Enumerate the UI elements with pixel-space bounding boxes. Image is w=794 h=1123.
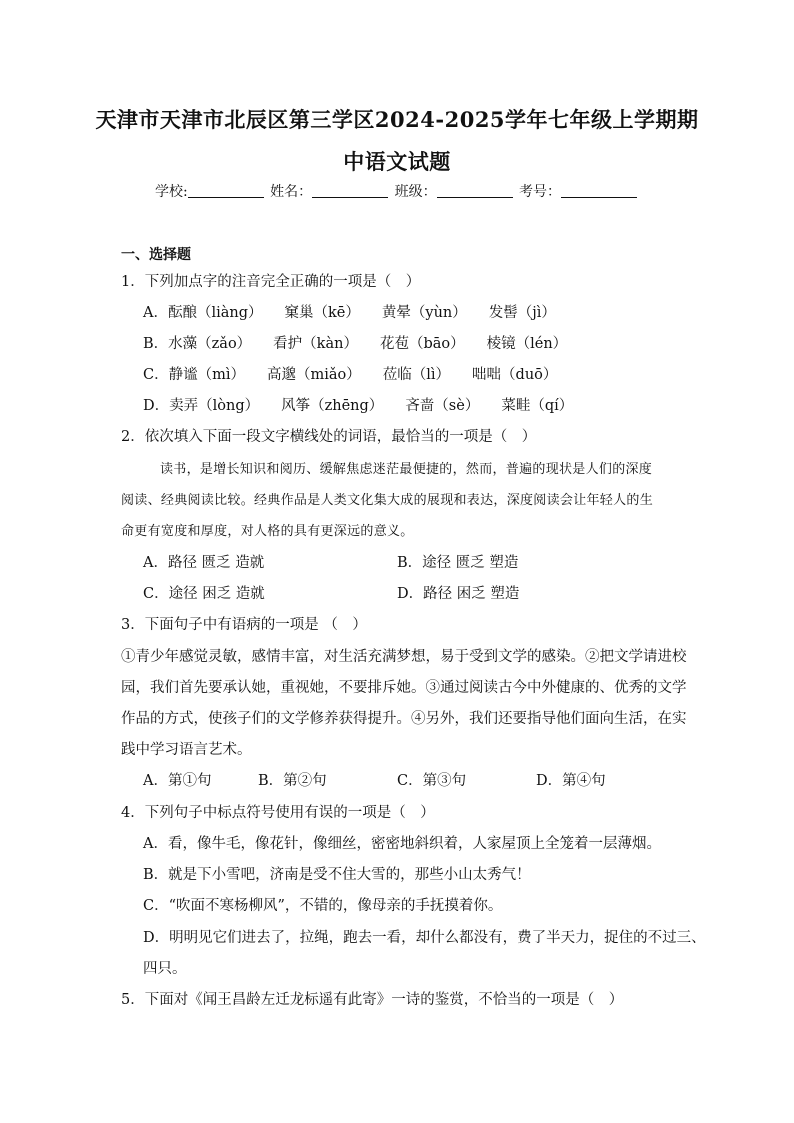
q1-d-2: 风筝（zhēng） bbox=[281, 398, 384, 414]
question-1-option-d bbox=[143, 394, 595, 415]
question-2-option-b: B．途径 匮乏 塑造 bbox=[397, 555, 519, 571]
q1-c-4: 咄咄（duō） bbox=[472, 367, 558, 383]
q1-c-3: 莅临（lì） bbox=[382, 367, 451, 383]
question-3-option-d: D．第④句 bbox=[536, 773, 606, 789]
name-blank[interactable] bbox=[312, 183, 388, 198]
q1-b-1: B．水藻（zǎo） bbox=[143, 336, 252, 352]
question-2-option-a: A．路径 匮乏 造就 bbox=[143, 555, 265, 571]
q1-a-3: 黄晕（yùn） bbox=[381, 305, 467, 321]
q1-d-1: D．卖弄（lòng） bbox=[143, 398, 260, 414]
question-3-option-b: B．第②句 bbox=[258, 773, 327, 789]
question-3-option-c: C．第③句 bbox=[397, 773, 467, 789]
question-4-option-a: A．看，像牛毛，像花针，像细丝，密密地斜织着，人家屋顶上全笼着一层薄烟。 bbox=[143, 836, 661, 852]
q1-a-1: A．酝酿（liàng） bbox=[143, 305, 263, 321]
q1-b-2: 看护（kàn） bbox=[273, 336, 358, 352]
school-label: 学校: bbox=[154, 184, 188, 200]
question-3-stem: 3．下面句子中有语病的一项是 （ ） bbox=[121, 617, 367, 633]
question-5-stem: 5．下面对《闻王昌龄左迁龙标遥有此寄》一诗的鉴赏，不恰当的一项是（ ） bbox=[121, 992, 624, 1008]
question-1-stem: 1．下列加点字的注音完全正确的一项是（ ） bbox=[121, 274, 421, 290]
exam-number-blank[interactable] bbox=[561, 183, 637, 198]
question-2-option-d: D．路径 困乏 塑造 bbox=[397, 586, 520, 602]
q1-b-3: 花苞（bāo） bbox=[379, 336, 465, 352]
exam-title-line2: 中语文试题 bbox=[343, 149, 451, 174]
q3-text-line-2: 园，我们首先要承认她，重视她，不要排斥她。③通过阅读古今中外健康的、优秀的文学 bbox=[121, 680, 687, 696]
q1-a-2: 窠巢（kē） bbox=[284, 305, 360, 321]
question-1-option-a bbox=[143, 301, 578, 322]
school-blank[interactable] bbox=[188, 183, 264, 198]
q1-d-3: 吝啬（sè） bbox=[405, 398, 480, 414]
question-2-stem: 2．依次填入下面一段文字横线处的词语，最恰当的一项是（ ） bbox=[121, 429, 537, 445]
question-1-option-c bbox=[143, 363, 579, 384]
q1-a-4: 发髻（jì） bbox=[488, 305, 556, 321]
question-1-option-b bbox=[143, 332, 589, 353]
class-label: 班级： bbox=[394, 184, 437, 200]
question-4-option-d: D．明明见它们进去了，拉绳，跑去一看，却什么都没有，费了半天力，捉住的不过三、 bbox=[143, 930, 706, 946]
question-2-option-c: C．途径 困乏 造就 bbox=[143, 586, 265, 602]
question-4-stem: 4．下列句子中标点符号使用有误的一项是（ ） bbox=[121, 805, 435, 821]
exam-number-label: 考号： bbox=[519, 184, 562, 200]
exam-title-line1: 天津市天津市北辰区第三学区2024-2025学年七年级上学期期 bbox=[95, 107, 699, 132]
q3-text-line-3: 作品的方式，使孩子们的文学修养获得提升。④另外，我们还要指导他们面向生活，在实 bbox=[121, 711, 687, 727]
name-label: 姓名： bbox=[270, 184, 313, 200]
q3-text-line-4: 践中学习语言艺术。 bbox=[121, 742, 252, 758]
section-heading: 一、选择题 bbox=[121, 247, 191, 263]
q1-c-1: C．静谧（mì） bbox=[143, 367, 245, 383]
q1-b-4: 棱镜（lén） bbox=[486, 336, 568, 352]
question-4-option-b: B．就是下小雪吧，济南是受不住大雪的，那些小山太秀气！ bbox=[143, 867, 531, 883]
q2-passage-line-3: 命更有宽度和厚度，对人格的具有更深远的意义。 bbox=[121, 524, 414, 539]
q2-passage-line-2: 阅读、经典阅读比较。经典作品是人类文化集大成的展现和表达，深度阅读会让年轻人的生 bbox=[121, 493, 654, 508]
q1-d-4: 菜畦（qí） bbox=[501, 398, 574, 414]
student-info-row bbox=[0, 181, 794, 201]
question-3-option-a: A．第①句 bbox=[143, 773, 212, 789]
question-4-option-d-cont: 四只。 bbox=[143, 961, 187, 977]
class-blank[interactable] bbox=[437, 183, 513, 198]
q2-passage-line-1: 读书，是增长知识和阅历、缓解焦虑迷茫最便捷的，然而，普遍的现状是人们的深度 bbox=[160, 462, 653, 477]
question-4-option-c: C．“吹面不寒杨柳风”，不错的，像母亲的手抚摸着你。 bbox=[143, 898, 503, 914]
q3-text-line-1: ①青少年感觉灵敏，感情丰富，对生活充满梦想，易于受到文学的感染。②把文学请进校 bbox=[121, 649, 687, 665]
q1-c-2: 高邈（miǎo） bbox=[266, 367, 361, 383]
